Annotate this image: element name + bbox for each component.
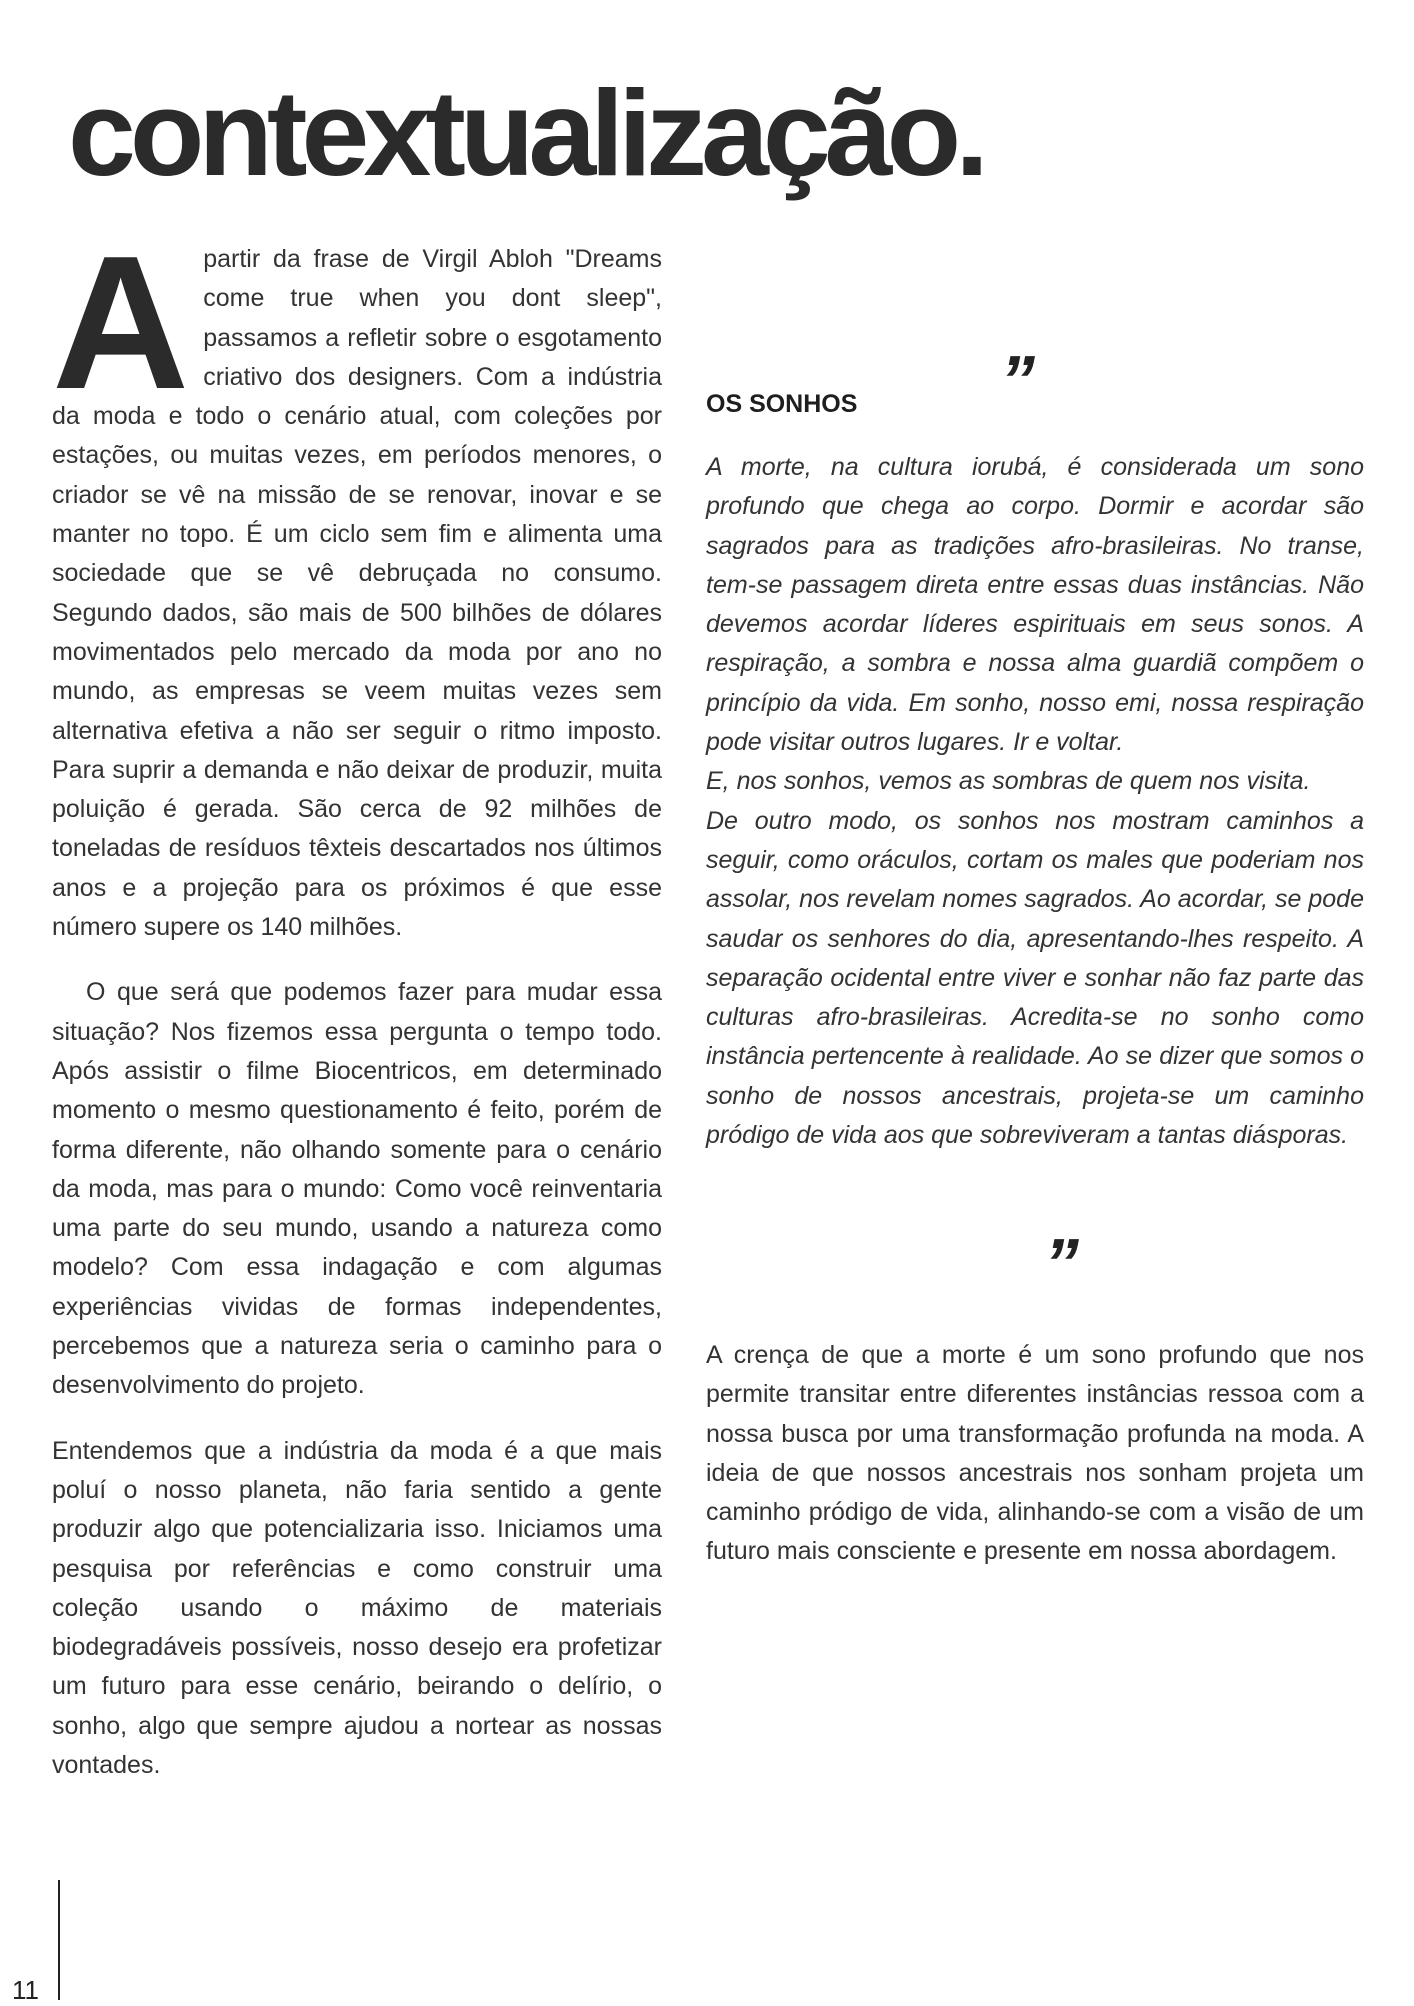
pull-quote-part-3: De outro modo, os sonhos nos mostram caminhos a seguir, como oráculos, cortam os males que poderiam nos assolar, nos revelam nomes sagrados. Ao acordar, se pode saudar os senhores do dia, apresentando-lhes respeito. A separação ocidental entre viver e sonhar não faz parte das culturas afro-brasileiras. Acredita-se no sonho como instância pertencente à realidade. Ao se dizer que somos o sonho de nossos ancestrais, projeta-se um caminho pródigo de vida aos que sobreviveram a tantas diásporas. xyxy=(706,806,1364,1150)
page-number: 11 xyxy=(12,1975,39,2005)
intro-paragraph-text: partir da frase de Virgil Abloh "Dreams come true when you dont sleep", passamos a refletir sobre o esgotamento criativo dos designers. Com a indústria da moda e todo o cenário atual, com coleções por estações, ou muitas vezes, em períodos menores, o criador se vê na missão de se renovar, inovar e se manter no topo. É um ciclo sem fim e alimenta uma sociedade que se vê debruçada no consumo. Segundo dados, são mais de 500 bilhões de dólares movimentados pelo mercado da moda por ano no mundo, as empresas se veem muitas vezes sem alternativa efetiva a não ser seguir o ritmo imposto. Para suprir a demanda e não deixar de produzir, muita poluição é gerada. São cerca de 92 milhões de toneladas de resíduos têxteis descartados nos últimos anos e a projeção para os próximos é que esse número supere os 140 milhões. xyxy=(52,245,662,942)
quote-mark-open-icon: ” xyxy=(1000,341,1035,419)
pull-quote xyxy=(706,448,1364,1155)
closing-paragraph: A crença de que a morte é um sono profundo que nos permite transitar entre diferentes instâncias ressoa com a nossa busca por uma transformação profunda na moda. A ideia de que nossos ancestrais nos sonham projeta um caminho pródigo de vida, alinhando-se com a visão de um futuro mais consciente e presente em nossa abordagem. xyxy=(706,1341,1364,1566)
quote-mark-close-icon: ” xyxy=(1044,1224,1079,1302)
pull-quote-part-2: E, nos sonhos, vemos as sombras de quem nos visita. xyxy=(706,767,1311,796)
research-paragraph: Entendemos que a indústria da moda é a que mais poluí o nosso planeta, não faria sentido a gente produzir algo que potencializaria isso. Iniciamos uma pesquisa por referências e como construir uma coleção usando o máximo de materiais biodegradáveis possíveis, nosso desejo era profetizar um futuro para esse cenário, beirando o delírio, o sonho, algo que sempre ajudou a nortear as nossas vontades. xyxy=(52,1436,662,1779)
page-number-rule xyxy=(58,1880,60,2000)
question-paragraph: O que será que podemos fazer para mudar essa situação? Nos fizemos essa pergunta o tempo todo. Após assistir o filme Biocentricos, em determinado momento o mesmo questionamento é feito, porém de forma diferente, não olhando somente para o cenário da moda, mas para o mundo: Como você reinventaria uma parte do seu mundo, usando a natureza como modelo? Com essa indagação e com algumas experiências vividas de formas independentes, percebemos que a natureza seria o caminho para o desenvolvimento do projeto. xyxy=(52,978,662,1400)
page-title: contextualização. xyxy=(68,65,983,201)
intro-paragraph xyxy=(52,217,662,947)
drop-cap: A xyxy=(52,217,190,429)
pull-quote-part-1: A morte, na cultura iorubá, é considerada um sono profundo que chega ao corpo. Dormir e acordar são sagrados para as tradições afro-brasileiras. No transe, tem-se passagem direta entre essas duas instâncias. Não devemos acordar líderes espirituais em seus sonos. A respiração, a sombra e nossa alma guardiã compõem o princípio da vida. Em sonho, nosso emi, nossa respiração pode visitar outros lugares. Ir e voltar. xyxy=(706,453,1364,757)
left-column xyxy=(52,217,662,1785)
section-heading: OS SONHOS xyxy=(706,390,858,418)
closing-block xyxy=(706,1336,1364,1572)
